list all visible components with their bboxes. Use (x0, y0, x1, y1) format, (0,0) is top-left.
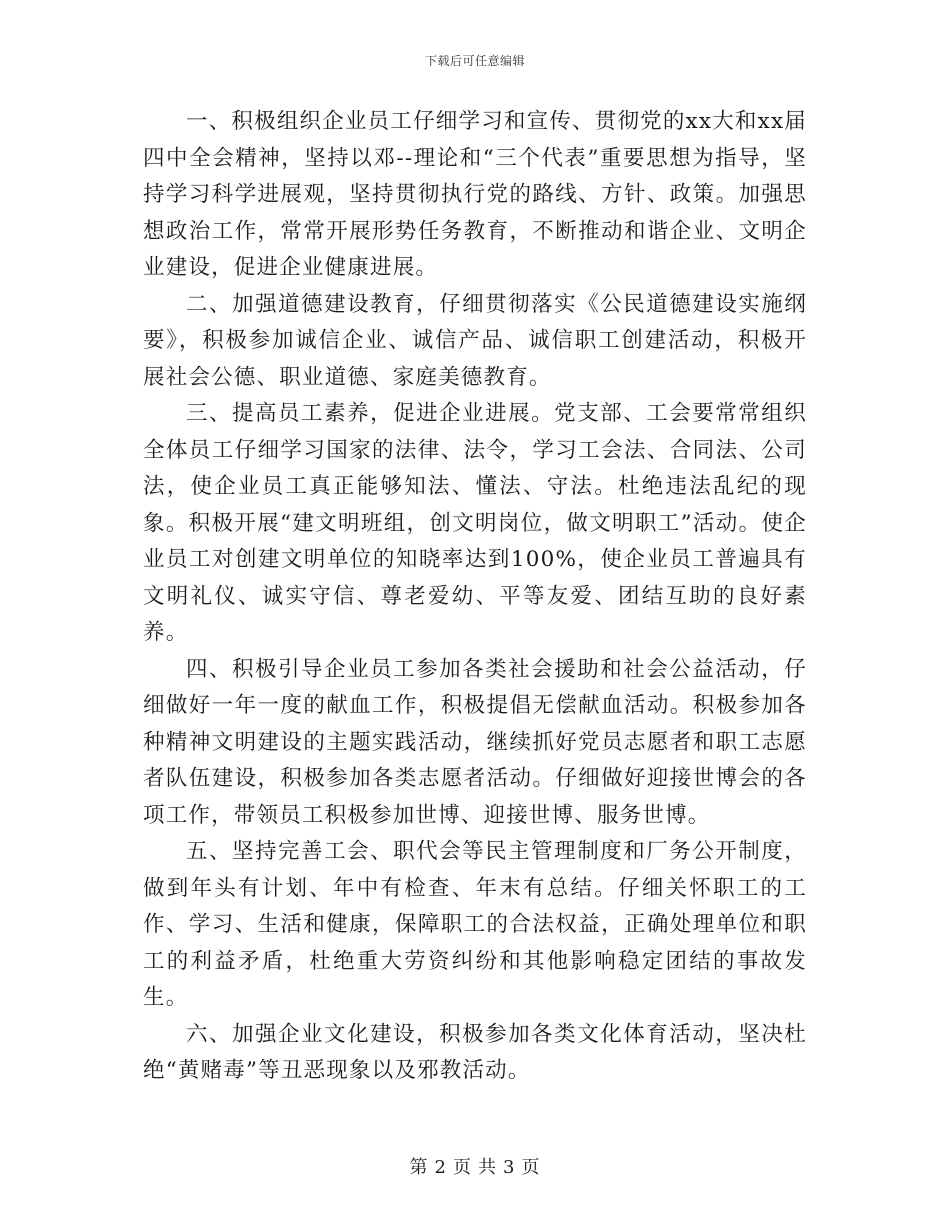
total-page-number: 3 (503, 1157, 516, 1178)
document-body (143, 104, 807, 1090)
footer-prefix: 第 (409, 1157, 429, 1178)
current-page-number: 2 (434, 1157, 447, 1178)
paragraph-4: 四、积极引导企业员工参加各类社会援助和社会公益活动，仔细做好一年一度的献血工作，积极提倡无偿献血活动。积极参加各种精神文明建设的主题实践活动，继续抓好党员志愿者和职工志愿者队伍建设，积极参加各类志愿者活动。仔细做好迎接世博会的各项工作，带领员工积极参加世博、迎接世博、服务世博。 (143, 656, 807, 828)
paragraph-2: 二、加强道德建设教育，仔细贯彻落实《公民道德建设实施纲要》，积极参加诚信企业、诚信产品、诚信职工创建活动，积极开展社会公德、职业道德、家庭美德教育。 (143, 291, 807, 390)
page-footer (0, 1153, 950, 1179)
paragraph-6: 六、加强企业文化建设，积极参加各类文化体育活动，坚决杜绝“黄赌毒”等丑恶现象以及邪教活动。 (143, 1021, 807, 1083)
paragraph-5: 五、坚持完善工会、职代会等民主管理制度和厂务公开制度，做到年头有计划、年中有检查、年末有总结。仔细关怀职工的工作、学习、生活和健康，保障职工的合法权益，正确处理单位和职工的利益矛盾，杜绝重大劳资纠纷和其他影响稳定团结的事故发生。 (143, 839, 807, 1010)
paragraph-1: 一、积极组织企业员工仔细学习和宣传、贯彻党的xx大和xx届四中全会精神，坚持以邓--理论和“三个代表”重要思想为指导，坚持学习科学进展观，坚持贯彻执行党的路线、方针、政策。加强思想政治工作，常常开展形势任务教育，不断推动和谐企业、文明企业建设，促进企业健康进展。 (143, 109, 807, 280)
footer-page-unit: 页 (453, 1157, 472, 1178)
page-header: 下载后可任意编辑 (424, 54, 525, 68)
footer-total-prefix: 共 (478, 1157, 497, 1178)
footer-total-unit: 页 (521, 1157, 541, 1178)
paragraph-3: 三、提高员工素养，促进企业进展。党支部、工会要常常组织全体员工仔细学习国家的法律、法令，学习工会法、合同法、公司法，使企业员工真正能够知法、懂法、守法。杜绝违法乱纪的现象。积极开展“建文明班组，创文明岗位，做文明职工”活动。使企业员工对创建文明单位的知晓率达到100%，使企业员工普遍具有文明礼仪、诚实守信、尊老爱幼、平等友爱、团结互助的良好素养。 (143, 401, 807, 645)
